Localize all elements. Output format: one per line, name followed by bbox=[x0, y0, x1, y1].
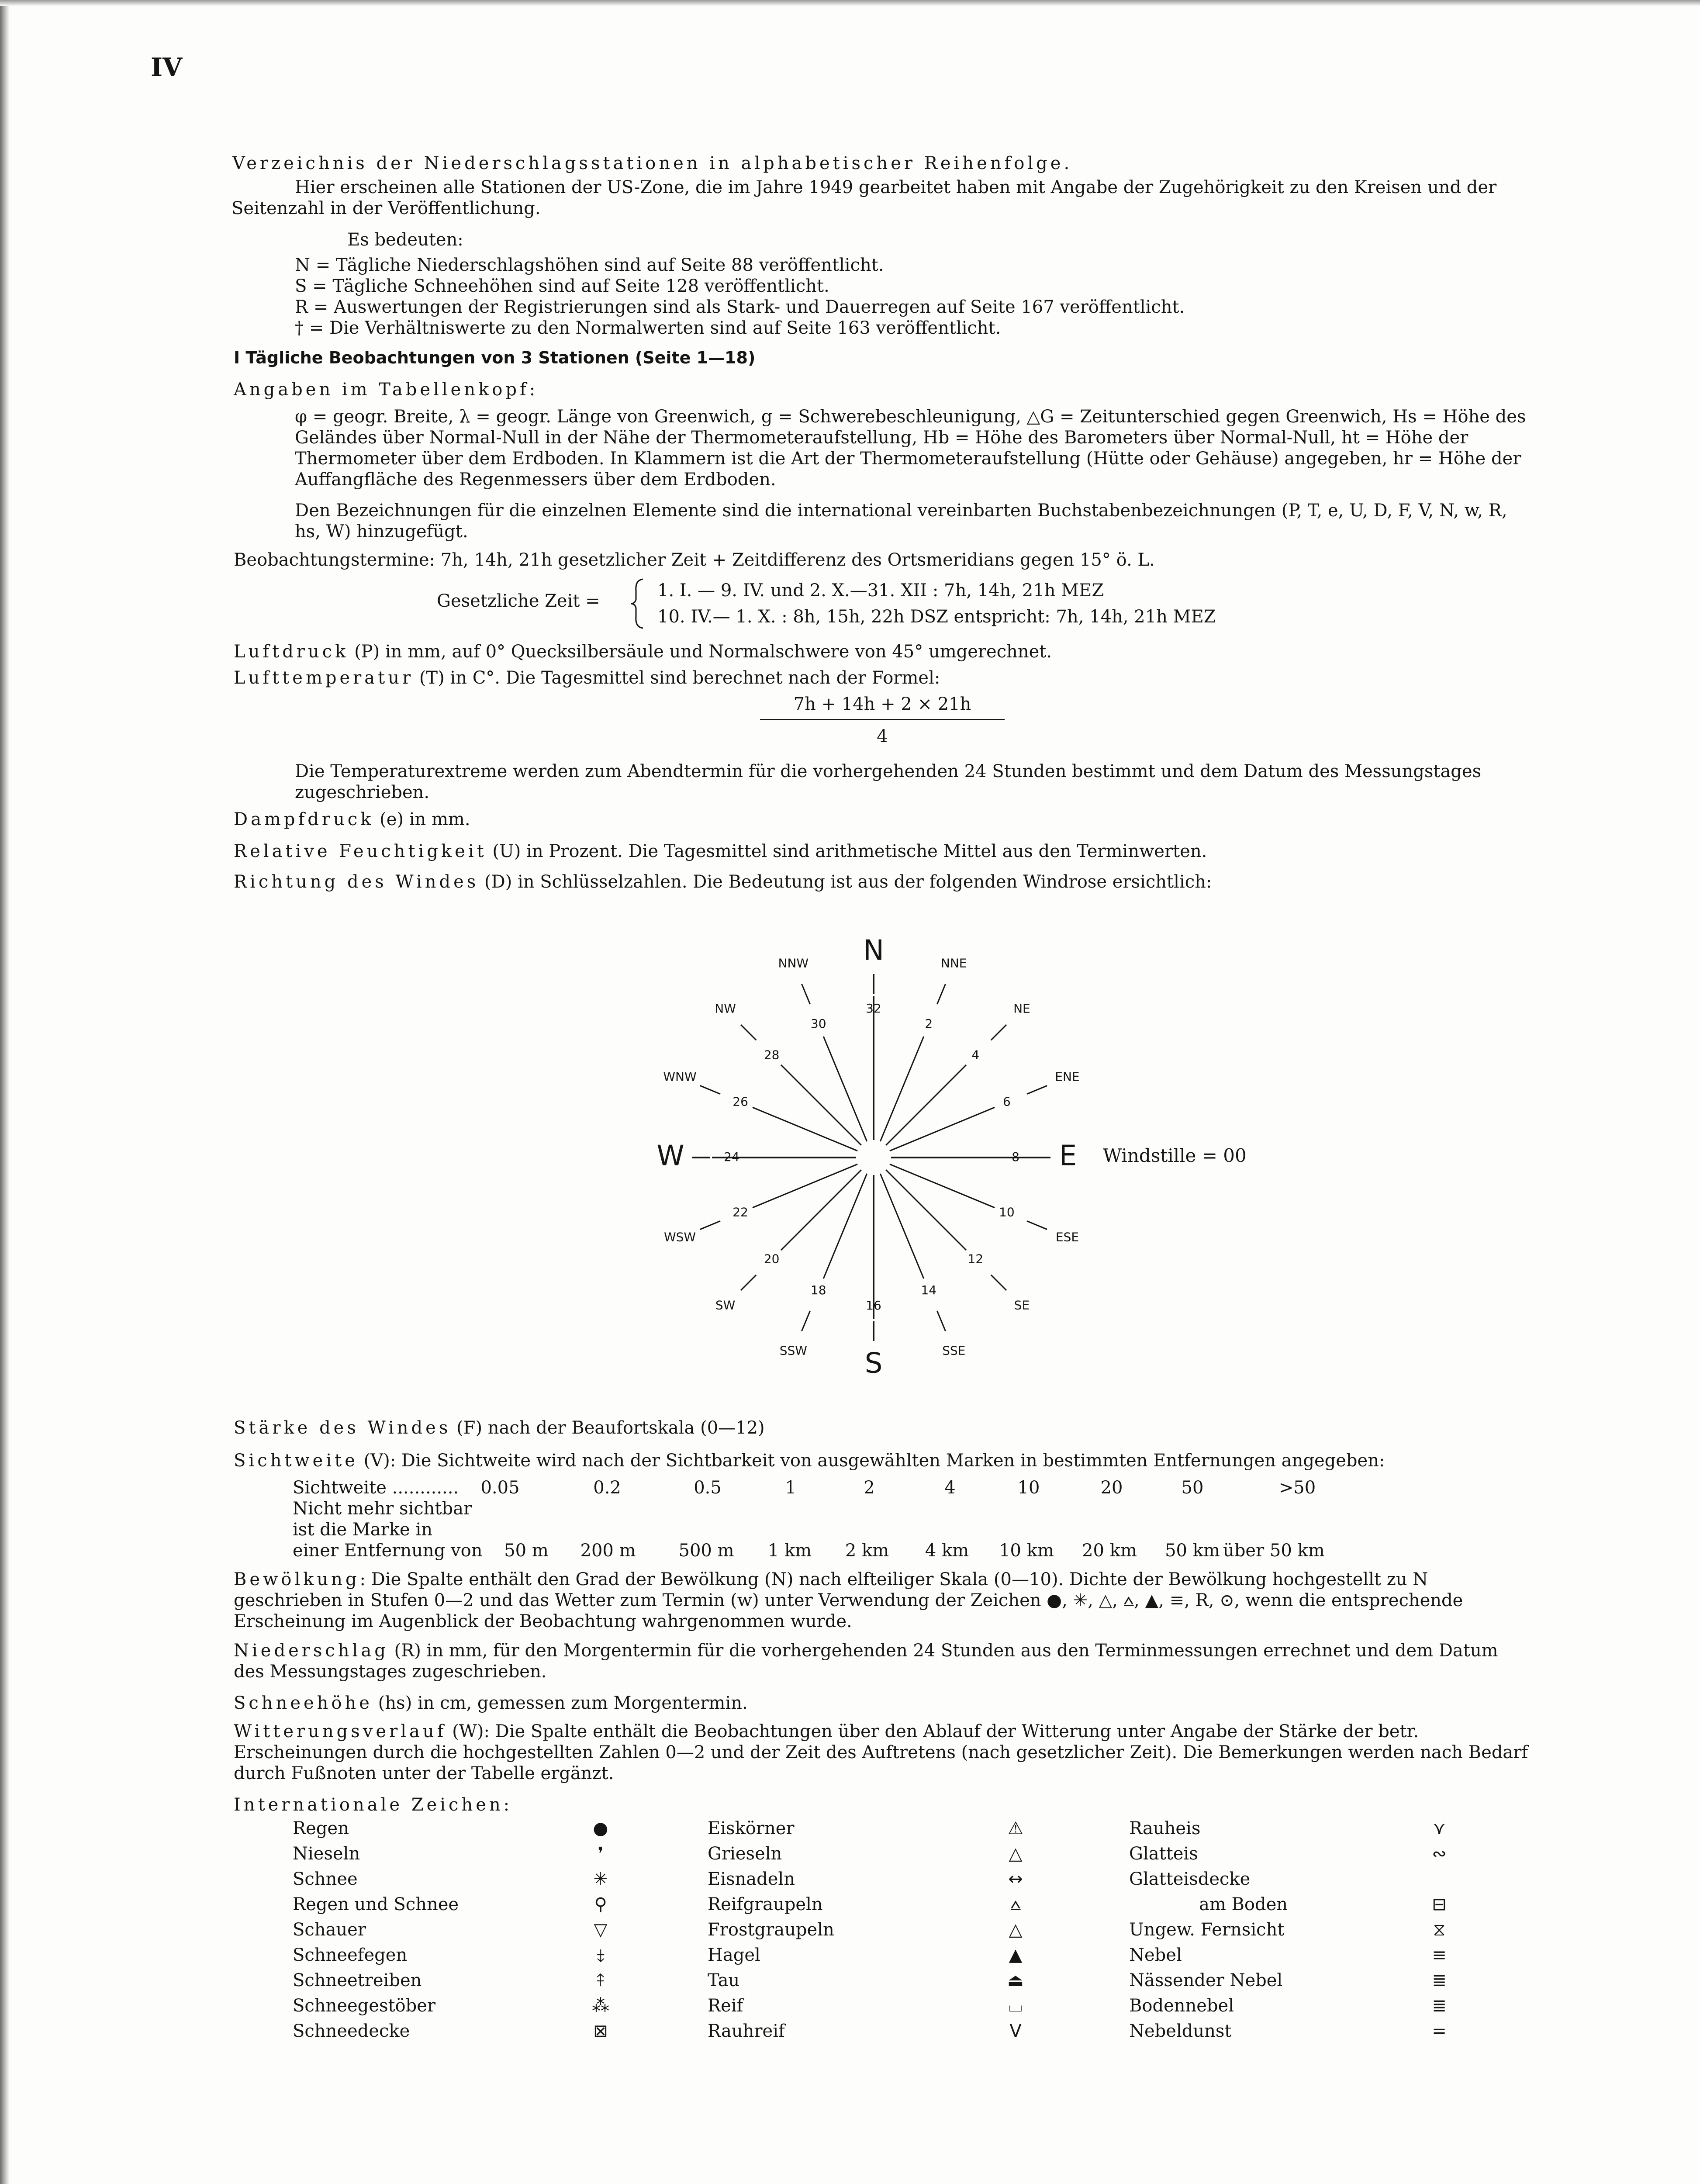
dampfdruck-text: (e) in mm. bbox=[380, 809, 470, 829]
entfernung-value: über 50 km bbox=[1223, 1541, 1325, 1561]
weather-symbol-icon: ⏏ bbox=[1007, 1970, 1024, 1990]
niederschlag-paragraph bbox=[234, 1640, 1531, 1682]
gesetzliche-line-2: 10. IV.— 1. X. : 8h, 15h, 22h DSZ entspricht: 7h, 14h, 21h MEZ bbox=[657, 607, 1216, 627]
windrose-direction: NNW bbox=[778, 956, 809, 971]
index-item-n: N = Tägliche Niederschlagshöhen sind auf Seite 88 veröffentlicht. bbox=[295, 255, 884, 275]
sichtweite-value: 0.2 bbox=[593, 1478, 621, 1498]
sichtweite-row-label: Sichtweite ............ bbox=[293, 1478, 459, 1498]
schneehoehe-text: (hs) in cm, gemessen zum Morgentermin. bbox=[378, 1693, 748, 1713]
weather-symbol-icon: ⤈ bbox=[597, 1945, 605, 1965]
windrose-ray bbox=[880, 1037, 923, 1141]
windrose-tick bbox=[937, 984, 945, 1004]
weather-symbol-icon: ⌴ bbox=[1009, 1996, 1023, 2016]
windrose-tick bbox=[700, 1221, 720, 1229]
windrose-tick bbox=[937, 1311, 945, 1331]
entfernung-value: 2 km bbox=[845, 1541, 889, 1561]
index-item-s: S = Tägliche Schneehöhen sind auf Seite 128 veröffentlicht. bbox=[295, 276, 829, 296]
sichtweite-value: 0.05 bbox=[480, 1478, 520, 1498]
weather-symbol-icon: ⁂ bbox=[592, 1996, 609, 2016]
windrose-ray bbox=[890, 1107, 995, 1151]
internationale-zeichen-heading: Internationale Zeichen: bbox=[234, 1795, 513, 1815]
bewoelkung-paragraph bbox=[234, 1569, 1531, 1632]
zeichen-name: Glatteisdecke bbox=[1129, 1869, 1251, 1889]
windrose-direction: SSW bbox=[779, 1343, 807, 1358]
zeichen-name: Eiskörner bbox=[708, 1818, 795, 1838]
weather-symbol-icon: ▽ bbox=[594, 1920, 608, 1940]
zeichen-name: Eisnadeln bbox=[708, 1869, 795, 1889]
entfernung-value: 10 km bbox=[999, 1541, 1054, 1561]
windrose-code: 2 bbox=[925, 1016, 933, 1031]
weather-symbol-icon: ⤉ bbox=[597, 1970, 605, 1990]
entfernung-value: 50 km bbox=[1165, 1541, 1220, 1561]
es-bedeuten: Es bedeuten: bbox=[347, 230, 463, 250]
sichtweite-value: 0.5 bbox=[694, 1478, 722, 1498]
sichtweite-value: 4 bbox=[944, 1478, 956, 1498]
windrose-code: 30 bbox=[810, 1016, 826, 1031]
gesetzliche-line-1: 1. I. — 9. IV. und 2. X.—31. XII : 7h, 14h, 21h MEZ bbox=[657, 581, 1104, 601]
weather-symbol-icon: ⊟ bbox=[1432, 1894, 1447, 1914]
windstaerke-text: (F) nach der Beaufortskala (0—12) bbox=[456, 1418, 765, 1438]
witterungsverlauf-paragraph bbox=[234, 1721, 1531, 1784]
termine-text: Beobachtungstermine: 7h, 14h, 21h gesetzlicher Zeit + Zeitdifferenz des Ortsmeridians gegen 15° ö. L. bbox=[234, 550, 1155, 570]
windrose-direction: NNE bbox=[940, 956, 967, 971]
windrose-direction: SSE bbox=[942, 1343, 966, 1358]
windrose-code: 28 bbox=[764, 1047, 780, 1062]
windstille-label: Windstille = 00 bbox=[1103, 1145, 1247, 1166]
scan-top-edge bbox=[0, 0, 1700, 6]
windrichtung-heading: Richtung des Windes bbox=[234, 872, 479, 892]
windrose-direction: NE bbox=[1013, 1001, 1030, 1016]
weather-symbol-icon: ≣ bbox=[1432, 1970, 1447, 1990]
bewoelkung-text: : Die Spalte enthält den Grad der Bewölkung (N) nach elfteiliger Skala (0—10). Dichte der Bewölkung hochgestellt zu N geschrieben in Stufen 0—2 und das Wetter zum Termin (w) unter Verwendung der Zeichen ●, ✳, △, ⩟, ▲, ≡, R, ⊙, wenn die entsprechende Erscheinung im Augenblick der Beobachtung wahrgenommen wurde. bbox=[234, 1569, 1463, 1631]
weather-symbol-icon: ≣ bbox=[1432, 1996, 1447, 2016]
windrose-ray bbox=[781, 1065, 861, 1145]
zeichen-name: Rauhreif bbox=[708, 2021, 785, 2041]
entfernung-value: 200 m bbox=[580, 1541, 636, 1561]
zeichen-name: Schneedecke bbox=[293, 2021, 410, 2041]
entfernung-value: 4 km bbox=[925, 1541, 969, 1561]
zeichen-name: Bodennebel bbox=[1129, 1996, 1234, 2016]
dampfdruck-heading: Dampfdruck bbox=[234, 809, 374, 829]
luftdruck-heading: Luftdruck bbox=[234, 642, 349, 662]
windrose-code: 4 bbox=[971, 1047, 980, 1062]
sichtweite-value: 10 bbox=[1017, 1478, 1040, 1498]
windrose-ray bbox=[781, 1170, 861, 1250]
zeichen-name: Schauer bbox=[293, 1920, 366, 1940]
windrose-ray bbox=[886, 1065, 966, 1145]
angaben-text: φ = geogr. Breite, λ = geogr. Länge von Greenwich, g = Schwerebeschleunigung, △G = Zeitunterschied gegen Greenwich, Hs = Höhe des Geländes über Normal-Null in der Nähe der Thermometeraufstellung, Hb = Höhe des Barometers über Normal-Null, ht = Höhe der Thermometer über dem Erdboden. In Klammern ist die Art der Thermometeraufstellung (Hütte oder Gehäuse) angegeben, hr = Höhe der Auffangfläche des Regenmessers über dem Erdboden. bbox=[295, 407, 1526, 490]
feuchtigkeit-text: (U) in Prozent. Die Tagesmittel sind arithmetische Mittel aus den Terminwerten. bbox=[492, 841, 1207, 861]
weather-symbol-icon: ▲ bbox=[1009, 1945, 1023, 1965]
weather-symbol-icon: = bbox=[1432, 2021, 1447, 2041]
entfernung-value: 20 km bbox=[1082, 1541, 1137, 1561]
index-heading: Verzeichnis der Niederschlagsstationen in alphabetischer Reihenfolge. bbox=[232, 153, 1073, 173]
windrose-code: 20 bbox=[764, 1251, 780, 1266]
zeichen-name: Schnee bbox=[293, 1869, 358, 1889]
windrose-north: N bbox=[863, 934, 884, 967]
weather-symbol-icon: ≡ bbox=[1432, 1945, 1447, 1965]
nicht-mehr-sichtbar: Nicht mehr sichtbar bbox=[293, 1499, 472, 1519]
niederschlag-heading: Niederschlag bbox=[234, 1641, 389, 1661]
ist-die-marke: ist die Marke in bbox=[293, 1520, 432, 1540]
sichtweite-text: (V): Die Sichtweite wird nach der Sichtbarkeit von ausgewählten Marken in bestimmten Entfernungen angegeben: bbox=[363, 1451, 1385, 1471]
windrose-direction: NW bbox=[715, 1001, 736, 1016]
windrose-diagram bbox=[612, 926, 1136, 1385]
windrose-ray bbox=[823, 1174, 867, 1279]
windrose-code: 10 bbox=[999, 1205, 1015, 1220]
windrose-direction: SW bbox=[715, 1298, 736, 1313]
zeichen-name: Schneetreiben bbox=[293, 1970, 422, 1990]
windrose-tick bbox=[802, 984, 810, 1004]
weather-symbol-icon: ⋎ bbox=[1433, 1818, 1446, 1838]
windrichtung-text: (D) in Schlüsselzahlen. Die Bedeutung ist aus der folgenden Windrose ersichtlich: bbox=[484, 872, 1212, 892]
weather-symbol-icon: ❜ bbox=[598, 1844, 604, 1864]
windrose-ray bbox=[886, 1170, 966, 1250]
windrose-tick bbox=[802, 1311, 810, 1331]
windrose-direction: ENE bbox=[1055, 1069, 1080, 1084]
zeichen-name: Reif bbox=[708, 1996, 743, 2016]
entfernung-value: 50 m bbox=[504, 1541, 549, 1561]
zeichen-name: Nebeldunst bbox=[1129, 2021, 1232, 2041]
zeichen-name: Regen bbox=[293, 1818, 349, 1838]
windrose-ray bbox=[890, 1164, 995, 1207]
weather-symbol-icon: ⩟ bbox=[1010, 1894, 1021, 1914]
zeichen-name: Hagel bbox=[708, 1945, 760, 1965]
windrose-code: 22 bbox=[733, 1205, 748, 1220]
sichtweite-value: 1 bbox=[785, 1478, 796, 1498]
zeichen-name: Frostgraupeln bbox=[708, 1920, 834, 1940]
entfernung-value: 1 km bbox=[767, 1541, 812, 1561]
zeichen-name: Schneefegen bbox=[293, 1945, 408, 1965]
weather-symbol-icon: ⚠ bbox=[1008, 1818, 1023, 1838]
weather-symbol-icon: △ bbox=[1009, 1920, 1023, 1940]
weather-symbol-icon: △ bbox=[1009, 1844, 1023, 1864]
windrose-south: S bbox=[864, 1347, 883, 1380]
zeichen-name: Tau bbox=[708, 1970, 740, 1990]
zeichen-name: Nieseln bbox=[293, 1844, 360, 1864]
windrose-direction: WSW bbox=[663, 1230, 696, 1244]
zeichen-name: Rauheis bbox=[1129, 1818, 1201, 1838]
windrose-code: 6 bbox=[1002, 1094, 1011, 1109]
bewoelkung-heading: Bewölkung bbox=[234, 1569, 360, 1590]
weather-symbol-icon: ∾ bbox=[1432, 1844, 1447, 1864]
formula-denominator: 4 bbox=[877, 726, 888, 746]
windstaerke-heading: Stärke des Windes bbox=[234, 1418, 451, 1438]
index-item-dagger: † = Die Verhältniswerte zu den Normalwerten sind auf Seite 163 veröffentlicht. bbox=[295, 318, 1001, 338]
zeichen-name: Regen und Schnee bbox=[293, 1894, 459, 1914]
windrose-code: 24 bbox=[724, 1150, 739, 1164]
witterungsverlauf-text: (W): Die Spalte enthält die Beobachtungen über den Ablauf der Witterung unter Angabe der Stärke der betr. Erscheinungen durch die hochgestellten Zahlen 0—2 und der Zeit des Auftretens (nach gesetzlicher Zeit). Die Bemerkungen werden nach Bedarf durch Fußnoten unter der Tabelle ergänzt. bbox=[234, 1721, 1528, 1783]
weather-symbol-icon: ⧖ bbox=[1433, 1920, 1446, 1940]
index-item-r: R = Auswertungen der Registrierungen sind als Stark- und Dauerregen auf Seite 167 veröffentlicht. bbox=[295, 297, 1185, 317]
windrose-code: 8 bbox=[1012, 1150, 1019, 1164]
weather-symbol-icon: ✳ bbox=[593, 1869, 608, 1889]
windrose-tick bbox=[991, 1025, 1006, 1040]
windrose-ray bbox=[753, 1107, 857, 1151]
schneehoehe-heading: Schneehöhe bbox=[234, 1693, 373, 1713]
zeichen-name: Schneegestöber bbox=[293, 1996, 436, 2016]
weather-symbol-icon: V bbox=[1009, 2021, 1022, 2041]
angaben-heading: Angaben im Tabellenkopf: bbox=[234, 380, 539, 400]
scan-left-edge bbox=[0, 0, 10, 2184]
formula-numerator: 7h + 14h + 2 × 21h bbox=[793, 694, 971, 714]
windrose-tick bbox=[1027, 1085, 1047, 1094]
windrose-direction: SE bbox=[1014, 1298, 1030, 1313]
zeichen-name: Grieseln bbox=[708, 1844, 782, 1864]
windrose-direction: ESE bbox=[1055, 1230, 1079, 1244]
windrose-direction: WNW bbox=[663, 1069, 697, 1084]
sichtweite-value: 20 bbox=[1100, 1478, 1123, 1498]
entfernung-value: 500 m bbox=[678, 1541, 734, 1561]
windrose-tick bbox=[741, 1025, 756, 1040]
windrose-ray bbox=[880, 1174, 923, 1279]
bezeichnungen-text: Den Bezeichnungen für die einzelnen Elemente sind die international vereinbarten Buchstabenbezeichnungen (P, T, e, U, D, F, V, N, w, R, hs, W) hinzugefügt. bbox=[295, 501, 1507, 542]
windrose-code: 32 bbox=[866, 1001, 881, 1016]
windrose-east: E bbox=[1059, 1140, 1077, 1172]
zeichen-name: Ungew. Fernsicht bbox=[1129, 1920, 1285, 1940]
windrose-code: 14 bbox=[921, 1282, 937, 1297]
windrose-code: 12 bbox=[967, 1251, 984, 1266]
weather-symbol-icon: ⊠ bbox=[593, 2021, 608, 2041]
page-number: IV bbox=[151, 52, 183, 82]
windrose-ray bbox=[753, 1164, 857, 1207]
weather-symbol-icon: ↔ bbox=[1008, 1869, 1023, 1889]
windrose-tick bbox=[1027, 1221, 1047, 1229]
temperaturextreme-text: Die Temperaturextreme werden zum Abendtermin für die vorhergehenden 24 Stunden bestimmt und dem Datum des Messungstages zugeschrieben. bbox=[295, 761, 1482, 802]
windrose-tick bbox=[741, 1275, 756, 1290]
windrose-code: 26 bbox=[733, 1094, 748, 1109]
windrose-ray bbox=[823, 1037, 867, 1141]
gesetzliche-zeit-label: Gesetzliche Zeit = bbox=[437, 591, 600, 611]
entfernung-label: einer Entfernung von bbox=[293, 1541, 483, 1561]
zeichen-name: Glatteis bbox=[1129, 1844, 1198, 1864]
sichtweite-value: 2 bbox=[864, 1478, 875, 1498]
section-title: I Tägliche Beobachtungen von 3 Stationen (Seite 1—18) bbox=[234, 348, 756, 367]
zeichen-name: Nebel bbox=[1129, 1945, 1182, 1965]
windrose-code: 18 bbox=[810, 1282, 826, 1297]
niederschlag-text: (R) in mm, für den Morgentermin für die vorhergehenden 24 Stunden aus den Terminmessungen errechnet und dem Datum des Messungstages zugeschrieben. bbox=[234, 1641, 1498, 1682]
zeichen-name: am Boden bbox=[1199, 1894, 1288, 1914]
sichtweite-value: 50 bbox=[1181, 1478, 1204, 1498]
windrose-code: 16 bbox=[866, 1298, 881, 1313]
witterungsverlauf-heading: Witterungsverlauf bbox=[234, 1721, 447, 1742]
formula-bar bbox=[760, 719, 1005, 720]
luftdruck-text: (P) in mm, auf 0° Quecksilbersäule und Normalschwere von 45° umgerechnet. bbox=[354, 642, 1052, 662]
zeichen-name: Nässender Nebel bbox=[1129, 1970, 1283, 1990]
windrose-tick bbox=[991, 1275, 1006, 1290]
lufttemperatur-text: (T) in C°. Die Tagesmittel sind berechnet nach der Formel: bbox=[419, 668, 940, 688]
feuchtigkeit-heading: Relative Feuchtigkeit bbox=[234, 841, 487, 861]
sichtweite-value: >50 bbox=[1278, 1478, 1316, 1498]
windrose-tick bbox=[700, 1085, 720, 1094]
weather-symbol-icon: ● bbox=[593, 1818, 608, 1838]
zeichen-name: Reifgraupeln bbox=[708, 1894, 823, 1914]
sichtweite-heading: Sichtweite bbox=[234, 1451, 358, 1471]
lufttemperatur-heading: Lufttemperatur bbox=[234, 668, 414, 688]
index-paragraph: Hier erscheinen alle Stationen der US-Zone, die im Jahre 1949 gearbeitet haben mit Angabe der Zugehörigkeit zu den Kreisen und der Seitenzahl in der Veröffentlichung. bbox=[232, 177, 1497, 218]
weather-symbol-icon: ⚲ bbox=[594, 1894, 607, 1914]
windrose-west: W bbox=[657, 1140, 684, 1172]
brace-icon bbox=[629, 577, 646, 630]
